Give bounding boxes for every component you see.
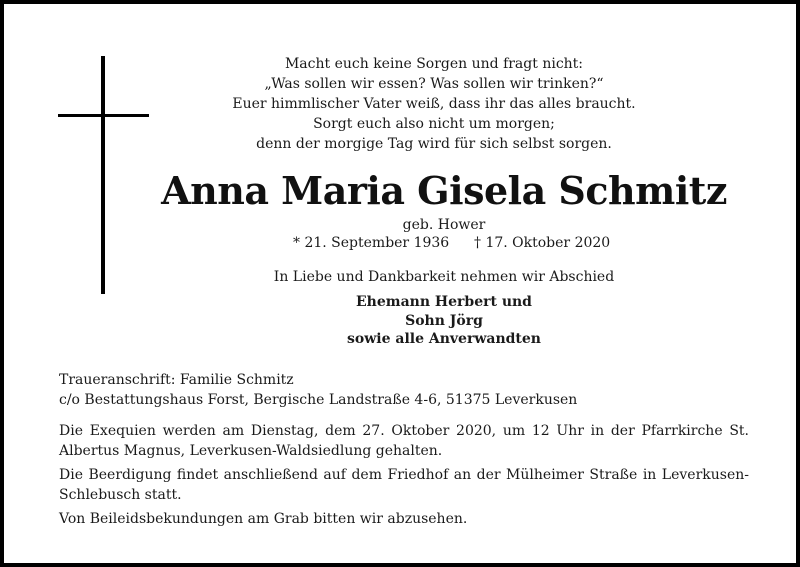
- mourning-address: [59, 370, 759, 410]
- bible-verse: [214, 54, 654, 154]
- deceased-name: Anna Maria Gisela Schmitz: [161, 168, 727, 213]
- family-line: Ehemann Herbert und: [356, 294, 532, 310]
- verse-line: denn der morgige Tag wird für sich selbst sorgen.: [256, 136, 612, 152]
- exequien-text: Die Exequien werden am Dienstag, dem 27. Oktober 2020, um 12 Uhr in der Pfarrkirche St. Albertus Magnus, Leverkusen-Waldsiedlung gehalten.: [59, 423, 749, 459]
- verse-line: „Was sollen wir essen? Was sollen wir trinken?“: [264, 76, 604, 92]
- family-line: Sohn Jörg: [405, 312, 483, 329]
- address-line: Traueranschrift: Familie Schmitz: [59, 372, 294, 388]
- cross-vertical-bar: [101, 56, 105, 294]
- death-date: † 17. Oktober 2020: [474, 235, 611, 251]
- cross-horizontal-bar: [58, 114, 149, 117]
- birth-name: geb. Hower: [402, 217, 486, 233]
- family-line: sowie alle Anverwandten: [347, 331, 541, 347]
- farewell-text: In Liebe und Dankbarkeit nehmen wir Abschied: [273, 269, 615, 285]
- address-line: c/o Bestattungshaus Forst, Bergische Landstraße 4-6, 51375 Leverkusen: [59, 392, 578, 408]
- burial-text: Die Beerdigung findet anschließend auf dem Friedhof an der Mülheimer Straße in Leverkusen-Schlebusch statt.: [59, 467, 749, 503]
- verse-line: Sorgt euch also nicht um morgen;: [313, 116, 555, 132]
- condolences-text: Von Beileidsbekundungen am Grab bitten wir abzusehen.: [59, 511, 468, 527]
- funeral-info: [59, 421, 749, 533]
- verse-line: Macht euch keine Sorgen und fragt nicht:: [284, 56, 584, 72]
- verse-line: Euer himmlischer Vater weiß, dass ihr das alles braucht.: [232, 96, 636, 112]
- mourning-family: [294, 293, 594, 349]
- birth-date: * 21. September 1936: [293, 235, 450, 251]
